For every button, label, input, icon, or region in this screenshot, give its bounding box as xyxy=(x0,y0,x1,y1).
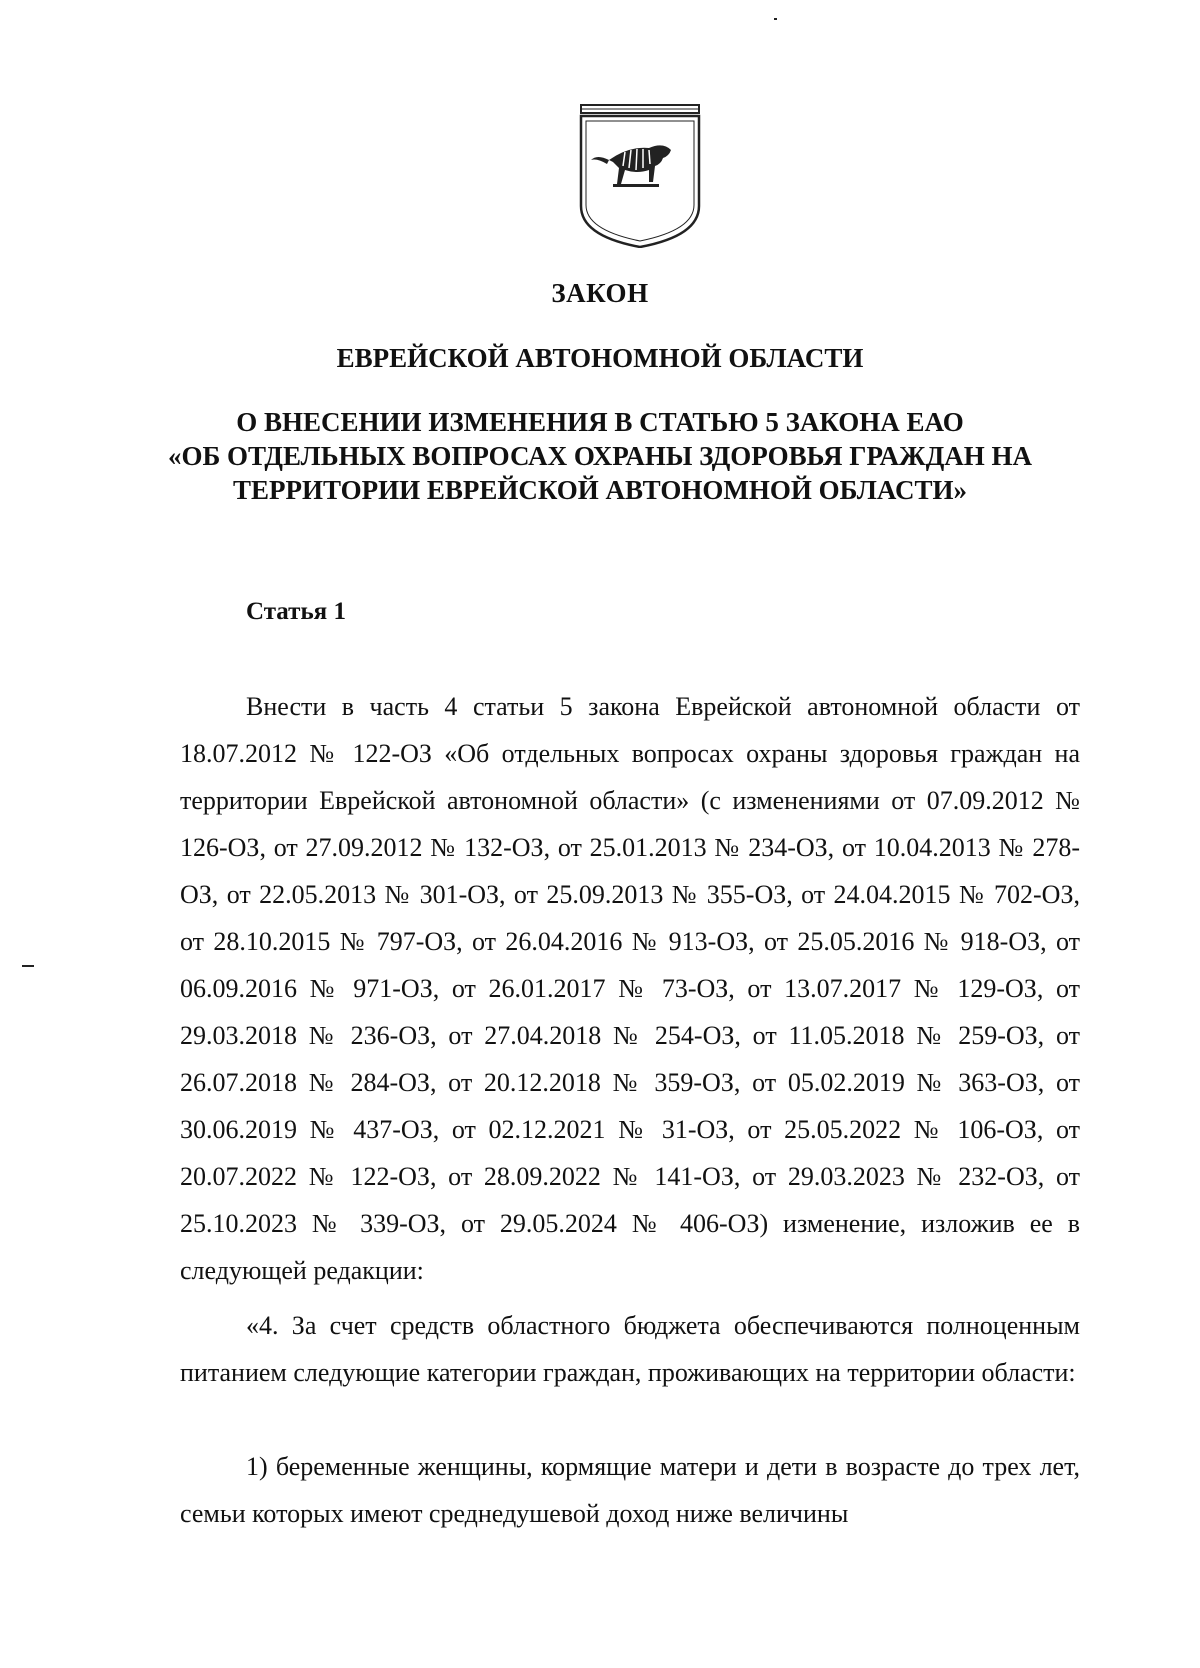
article-paragraph: «4. За счет средств областного бюджета обеспечиваются полноценным питанием следующие категории граждан, проживающих на территории области: xyxy=(180,1311,1080,1387)
law-title: ЗАКОН xyxy=(551,278,649,308)
law-subject-line: ТЕРРИТОРИИ ЕВРЕЙСКОЙ АВТОНОМНОЙ ОБЛАСТИ» xyxy=(232,475,968,505)
scan-speck xyxy=(22,965,34,967)
region-title: ЕВРЕЙСКОЙ АВТОНОМНОЙ ОБЛАСТИ xyxy=(336,343,864,373)
coat-of-arms-tiger-icon xyxy=(579,104,701,248)
law-subject xyxy=(150,405,1050,507)
scan-speck xyxy=(774,18,777,20)
law-subject-line: О ВНЕСЕНИИ ИЗМЕНЕНИЯ В СТАТЬЮ 5 ЗАКОНА ЕАО xyxy=(236,407,964,437)
article-title: Статья 1 xyxy=(246,598,346,625)
law-subject-line: «ОБ ОТДЕЛЬНЫХ ВОПРОСАХ ОХРАНЫ ЗДОРОВЬЯ ГРАЖДАН НА xyxy=(167,441,1033,471)
article-paragraph: 1) беременные женщины, кормящие матери и дети в возрасте до трех лет, семьи которых имеют среднедушевой доход ниже величины xyxy=(180,1452,1080,1528)
article-paragraph: Внести в часть 4 статьи 5 закона Еврейской автономной области от 18.07.2012 № 122-ОЗ «Об отдельных вопросах охраны здоровья граждан на территории Еврейской автономной области» (с изменениями от 07.09.2012 № 126-ОЗ, от 27.09.2012 № 132-ОЗ, от 25.01.2013 № 234-ОЗ, от 10.04.2013 № 278-ОЗ, от 22.05.2013 № 301-ОЗ, от 25.09.2013 № 355-ОЗ, от 24.04.2015 № 702-ОЗ, от 28.10.2015 № 797-ОЗ, от 26.04.2016 № 913-ОЗ, от 25.05.2016 № 918-ОЗ, от 06.09.2016 № 971-ОЗ, от 26.01.2017 № 73-ОЗ, от 13.07.2017 № 129-ОЗ, от 29.03.2018 № 236-ОЗ, от 27.04.2018 № 254-ОЗ, от 11.05.2018 № 259-ОЗ, от 26.07.2018 № 284-ОЗ, от 20.12.2018 № 359-ОЗ, от 05.02.2019 № 363-ОЗ, от 30.06.2019 № 437-ОЗ, от 02.12.2021 № 31-ОЗ, от 25.05.2022 № 106-ОЗ, от 20.07.2022 № 122-ОЗ, от 28.09.2022 № 141-ОЗ, от 29.03.2023 № 232-ОЗ, от 25.10.2023 № 339-ОЗ, от 29.05.2024 № 406-ОЗ) изменение, изложив ее в следующей редакции: xyxy=(180,692,1080,1285)
